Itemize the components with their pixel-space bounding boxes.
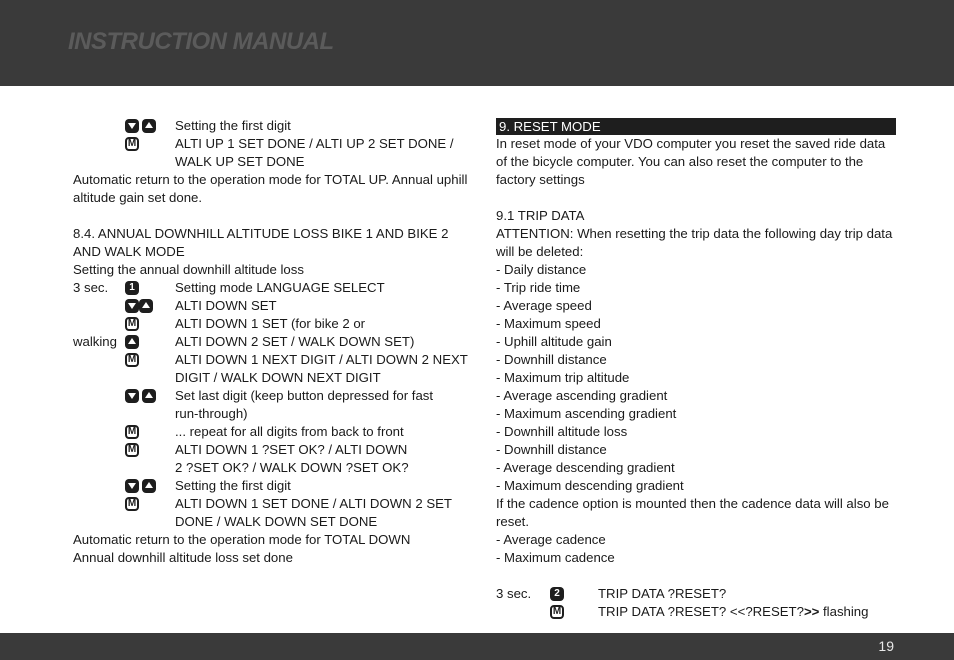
paragraph: ATTENTION: When resetting the trip data the following day trip data will be deleted: [496,226,893,259]
key-group [125,479,156,493]
down-button-icon [125,119,139,133]
paragraph: Automatic return to the operation mode for TOTAL UP. Annual uphill altitude gain set done. [73,172,468,205]
m-button-icon: M [125,353,139,367]
left-column [73,117,468,567]
step-row [73,423,468,441]
paragraph: Setting the annual downhill altitude loss [73,262,304,277]
key-group [125,425,139,439]
step-row [73,117,468,135]
subheading: 9.1 TRIP DATA [496,208,585,223]
step-text: Setting the first digit [175,478,291,493]
list-item: - Average speed [496,298,592,313]
button-1-icon: 1 [125,281,139,295]
key-group [550,587,564,601]
key-group [125,299,153,313]
paragraph: If the cadence option is mounted then the cadence data will also be reset. [496,496,889,529]
step-label: 3 sec. [73,280,109,295]
m-button-icon: M [125,497,139,511]
paragraph: Annual downhill altitude loss set done [73,550,293,565]
key-group [125,497,139,511]
up-button-icon [142,479,156,493]
page-number: 19 [878,638,894,654]
section-heading: 8.4. ANNUAL DOWNHILL ALTITUDE LOSS BIKE 1 AND BIKE 2 AND WALK MODE [73,226,449,259]
key-group [125,353,139,367]
key-group [125,443,139,457]
step-row [73,135,468,171]
key-group [125,389,156,403]
step-row [73,279,468,297]
list-item: - Uphill altitude gain [496,334,612,349]
list-item: - Maximum cadence [496,550,615,565]
step-text: ALTI DOWN SET [175,298,277,313]
list-item: - Average ascending gradient [496,388,668,403]
key-group [125,119,156,133]
key-group [125,281,139,295]
list-item: - Downhill distance [496,442,607,457]
up-button-icon [142,389,156,403]
list-item: - Average cadence [496,532,606,547]
step-text: ALTI UP 1 SET DONE / ALTI UP 2 SET DONE / WALK UP SET DONE [175,136,454,169]
right-column [496,117,896,621]
list-item: - Downhill distance [496,352,607,367]
up-button-icon [139,299,153,313]
step-text: Set last digit (keep button depressed for fast run-through) [175,388,434,421]
section-title-bar: 9. RESET MODE [496,118,896,135]
list-item: - Downhill altitude loss [496,424,628,439]
step-text: Setting the first digit [175,118,291,133]
step-text [598,603,896,621]
list-item: - Maximum descending gradient [496,478,684,493]
key-group [125,317,139,331]
step-label: walking [73,334,117,349]
key-group [550,605,564,619]
paragraph: In reset mode of your VDO computer you reset the saved ride data of the bicycle computer. You can also reset the computer to the factory settings [496,136,886,187]
list-item: - Daily distance [496,262,587,277]
step-text: ALTI DOWN 2 SET / WALK DOWN SET) [175,334,415,349]
m-button-icon: M [125,137,139,151]
trip-data-list [496,261,896,495]
key-group [125,335,139,349]
button-2-icon: 2 [550,587,564,601]
step-text-b: >> [803,604,820,619]
key-group [125,137,139,151]
m-button-icon: M [125,317,139,331]
down-button-icon [125,299,139,313]
m-button-icon: M [550,605,564,619]
step-row [73,297,468,315]
list-item: - Trip ride time [496,280,581,295]
step-row [73,333,468,351]
list-item: - Maximum speed [496,316,601,331]
step-text-c: flashing [819,604,869,619]
step-row [496,603,896,621]
down-button-icon [125,389,139,403]
step-row [73,351,468,387]
list-item: - Maximum trip altitude [496,370,630,385]
header-bar [0,0,954,86]
step-text: ... repeat for all digits from back to front [175,424,404,439]
up-button-icon [142,119,156,133]
step-row [496,585,896,603]
step-text-a: TRIP DATA ?RESET? <<?RESET? [598,604,804,619]
step-text: TRIP DATA ?RESET? [598,586,727,601]
step-text: ALTI DOWN 1 NEXT DIGIT / ALTI DOWN 2 NEXT DIGIT / WALK DOWN NEXT DIGIT [175,352,468,385]
step-row [73,495,468,531]
step-row [73,477,468,495]
m-button-icon: M [125,425,139,439]
step-label: 3 sec. [496,586,532,601]
paragraph: Automatic return to the operation mode for TOTAL DOWN [73,532,411,547]
step-text: ALTI DOWN 1 SET DONE / ALTI DOWN 2 SET DONE / WALK DOWN SET DONE [175,496,452,529]
m-button-icon: M [125,443,139,457]
list-item: - Average descending gradient [496,460,675,475]
step-text: ALTI DOWN 1 ?SET OK? / ALTI DOWN 2 ?SET OK? / WALK DOWN ?SET OK? [175,442,409,475]
step-row [73,441,468,477]
step-text: Setting mode LANGUAGE SELECT [175,280,385,295]
footer-bar [0,633,954,660]
step-text: ALTI DOWN 1 SET (for bike 2 or [175,316,366,331]
down-button-icon [125,479,139,493]
manual-title: INSTRUCTION MANUAL [68,28,334,55]
list-item: - Maximum ascending gradient [496,406,677,421]
step-row [73,387,468,423]
step-row [73,315,468,333]
up-button-icon [125,335,139,349]
